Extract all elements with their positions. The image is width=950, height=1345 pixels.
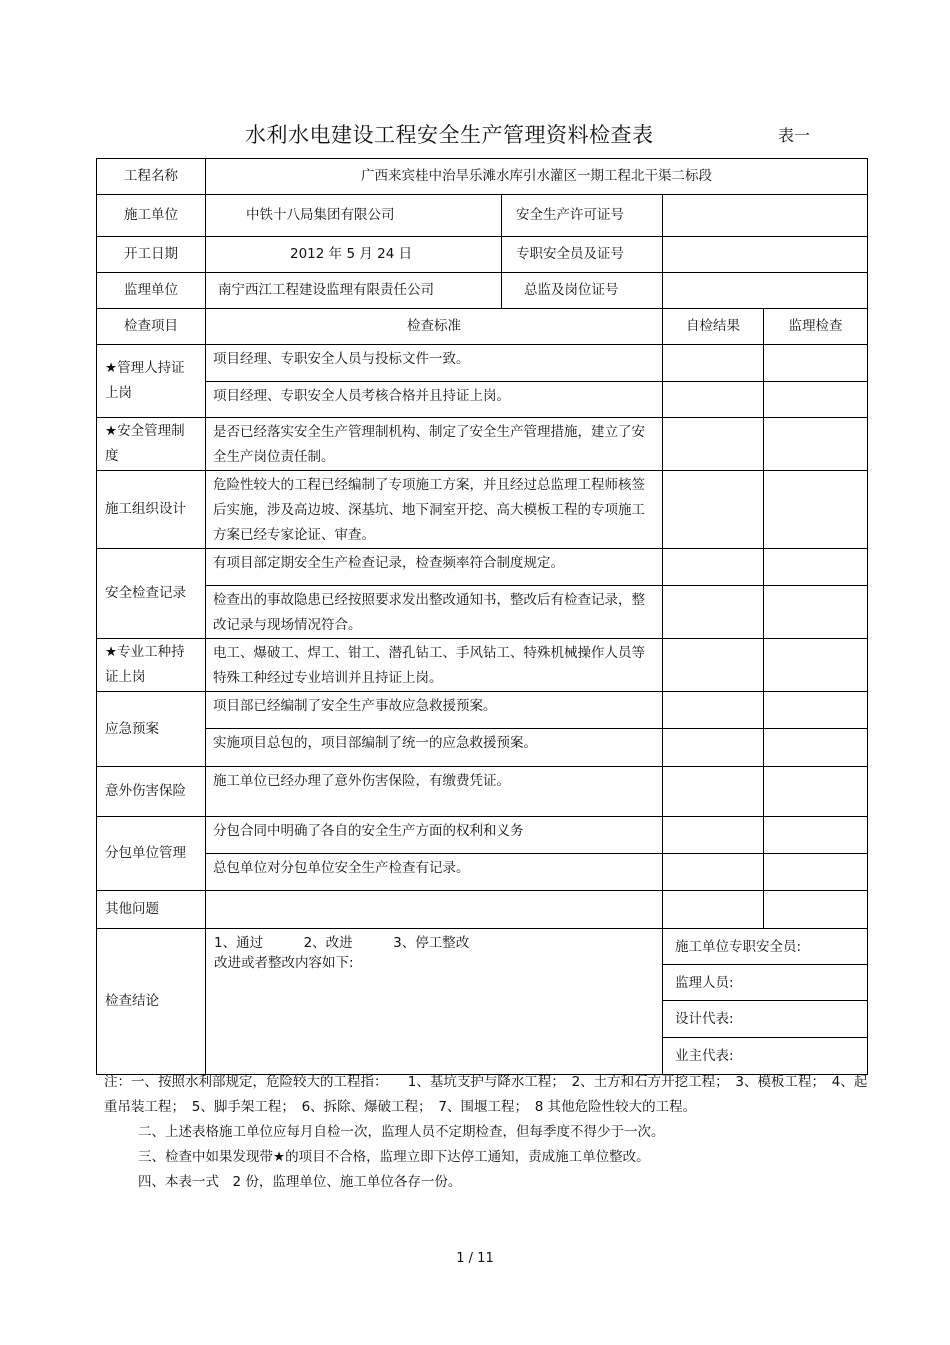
license-value[interactable] [663, 195, 868, 237]
supervision-cell[interactable] [764, 891, 868, 929]
criterion: 项目经理、专职安全人员考核合格并且持证上岗。 [206, 382, 663, 418]
safety-officer-label: 专职安全员及证号 [502, 237, 663, 273]
supervision-cell[interactable] [764, 854, 868, 891]
supervisor-label: 监理单位 [97, 273, 206, 309]
category-inspection-records: 安全检查记录 [97, 549, 206, 639]
self-check-cell[interactable] [663, 382, 764, 418]
header-supervision: 监理检查 [764, 309, 868, 345]
start-row [97, 237, 868, 273]
supervision-cell[interactable] [764, 549, 868, 586]
signature-design-rep[interactable]: 设计代表: [663, 1001, 868, 1038]
category-construction-design: 施工组织设计 [97, 471, 206, 549]
start-label: 开工日期 [97, 237, 206, 273]
signature-supervisor[interactable]: 监理人员: [663, 965, 868, 1001]
table-row [97, 586, 868, 639]
category-other: 其他问题 [97, 891, 206, 929]
category-accident-insurance: 意外伤害保险 [97, 767, 206, 817]
note-2: 二、上述表格施工单位应每月自检一次，监理人员不定期检查，但每季度不得少于一次。 [138, 1124, 665, 1140]
category-cert-managers: ★管理人持证上岗 [97, 345, 206, 418]
license-label: 安全生产许可证号 [502, 195, 663, 237]
criterion: 施工单位已经办理了意外伤害保险，有缴费凭证。 [206, 767, 663, 817]
project-label: 工程名称 [97, 159, 206, 195]
notes [104, 1070, 869, 1195]
signature-owner-rep[interactable]: 业主代表: [663, 1038, 868, 1075]
chief-value[interactable] [663, 273, 868, 309]
self-check-cell[interactable] [663, 345, 764, 382]
criterion: 检查出的事故隐患已经按照要求发出整改通知书，整改后有检查记录，整改记录与现场情况符合。 [206, 586, 663, 639]
table-row [97, 692, 868, 729]
table-row [97, 729, 868, 767]
table-row [97, 549, 868, 586]
category-special-workers: ★专业工种持证上岗 [97, 639, 206, 692]
category-subcontractor: 分包单位管理 [97, 817, 206, 891]
self-check-cell[interactable] [663, 586, 764, 639]
conclusion-label: 检查结论 [97, 929, 206, 1075]
criterion: 总包单位对分包单位安全生产检查有记录。 [206, 854, 663, 891]
contractor-label: 施工单位 [97, 195, 206, 237]
supervisor-value: 南宁西江工程建设监理有限责任公司 [206, 273, 502, 309]
contractor-value: 中铁十八局集团有限公司 [206, 195, 502, 237]
criterion: 分包合同中明确了各自的安全生产方面的权利和义务 [206, 817, 663, 854]
criterion[interactable] [206, 891, 663, 929]
supervision-cell[interactable] [764, 639, 868, 692]
supervision-cell[interactable] [764, 345, 868, 382]
chief-label: 总监及岗位证号 [502, 273, 663, 309]
criterion: 项目经理、专职安全人员与投标文件一致。 [206, 345, 663, 382]
supervision-cell[interactable] [764, 418, 868, 471]
table-row [97, 817, 868, 854]
supervision-cell[interactable] [764, 692, 868, 729]
start-value: 2012 年 5 月 24 日 [206, 237, 502, 273]
note-1: 注：一、按照水利部规定，危险较大的工程指： 1、基坑支护与降水工程； 2、土方和石方开挖工程； 3、模板工程； 4、起重吊装工程； 5、脚手架工程； 6、拆除、爆破工程； 7、围堰工程； 8 其他危险性较大的工程。 [104, 1074, 868, 1115]
self-check-cell[interactable] [663, 692, 764, 729]
table-row [97, 471, 868, 549]
table-number: 表一 [778, 126, 811, 145]
self-check-cell[interactable] [663, 729, 764, 767]
conclusion-options: 1、通过 2、改进 3、停工整改 [214, 935, 470, 951]
note-4: 四、本表一式 2 份，监理单位、施工单位各存一份。 [138, 1174, 462, 1190]
project-value: 广西来宾桂中治旱乐滩水库引水灌区一期工程北干渠二标段 [206, 159, 868, 195]
supervision-cell[interactable] [764, 586, 868, 639]
self-check-cell[interactable] [663, 817, 764, 854]
self-check-cell[interactable] [663, 471, 764, 549]
header-row [97, 309, 868, 345]
table-row [97, 854, 868, 891]
project-row [97, 159, 868, 195]
table-row [97, 639, 868, 692]
conclusion-row [97, 929, 868, 965]
header-self-check: 自检结果 [663, 309, 764, 345]
contractor-row [97, 195, 868, 237]
supervision-cell[interactable] [764, 382, 868, 418]
table-row [97, 891, 868, 929]
note-3: 三、检查中如果发现带★的项目不合格，监理立即下达停工通知，责成施工单位整改。 [138, 1149, 650, 1165]
header-item: 检查项目 [97, 309, 206, 345]
self-check-cell[interactable] [663, 891, 764, 929]
criterion: 有项目部定期安全生产检查记录，检查频率符合制度规定。 [206, 549, 663, 586]
criterion: 危险性较大的工程已经编制了专项施工方案，并且经过总监理工程师核签后实施，涉及高边坡、深基坑、地下洞室开挖、高大模板工程的专项施工方案已经专家论证、审查。 [206, 471, 663, 549]
conclusion-content[interactable] [206, 929, 663, 1075]
criterion: 是否已经落实安全生产管理制机构、制定了安全生产管理措施，建立了安全生产岗位责任制。 [206, 418, 663, 471]
category-safety-system: ★安全管理制度 [97, 418, 206, 471]
table-row [97, 345, 868, 382]
conclusion-content-label: 改进或者整改内容如下: [214, 955, 354, 971]
self-check-cell[interactable] [663, 639, 764, 692]
criterion: 电工、爆破工、焊工、钳工、潜孔钻工、手风钻工、特殊机械操作人员等特殊工种经过专业培训并且持证上岗。 [206, 639, 663, 692]
self-check-cell[interactable] [663, 418, 764, 471]
inspection-table [96, 158, 868, 1075]
table-row [97, 418, 868, 471]
category-emergency-plan: 应急预案 [97, 692, 206, 767]
criterion: 实施项目总包的，项目部编制了统一的应急救援预案。 [206, 729, 663, 767]
self-check-cell[interactable] [663, 854, 764, 891]
criterion: 项目部已经编制了安全生产事故应急救援预案。 [206, 692, 663, 729]
page-number: 1 / 11 [456, 1251, 494, 1266]
supervisor-row [97, 273, 868, 309]
self-check-cell[interactable] [663, 767, 764, 817]
table-row [97, 767, 868, 817]
supervision-cell[interactable] [764, 729, 868, 767]
safety-officer-value[interactable] [663, 237, 868, 273]
table-row [97, 382, 868, 418]
page-title: 水利水电建设工程安全生产管理资料检查表 [245, 123, 654, 147]
supervision-cell[interactable] [764, 767, 868, 817]
signature-safety-officer[interactable]: 施工单位专职安全员: [663, 929, 868, 965]
header-standard: 检查标准 [206, 309, 663, 345]
supervision-cell[interactable] [764, 471, 868, 549]
self-check-cell[interactable] [663, 549, 764, 586]
supervision-cell[interactable] [764, 817, 868, 854]
